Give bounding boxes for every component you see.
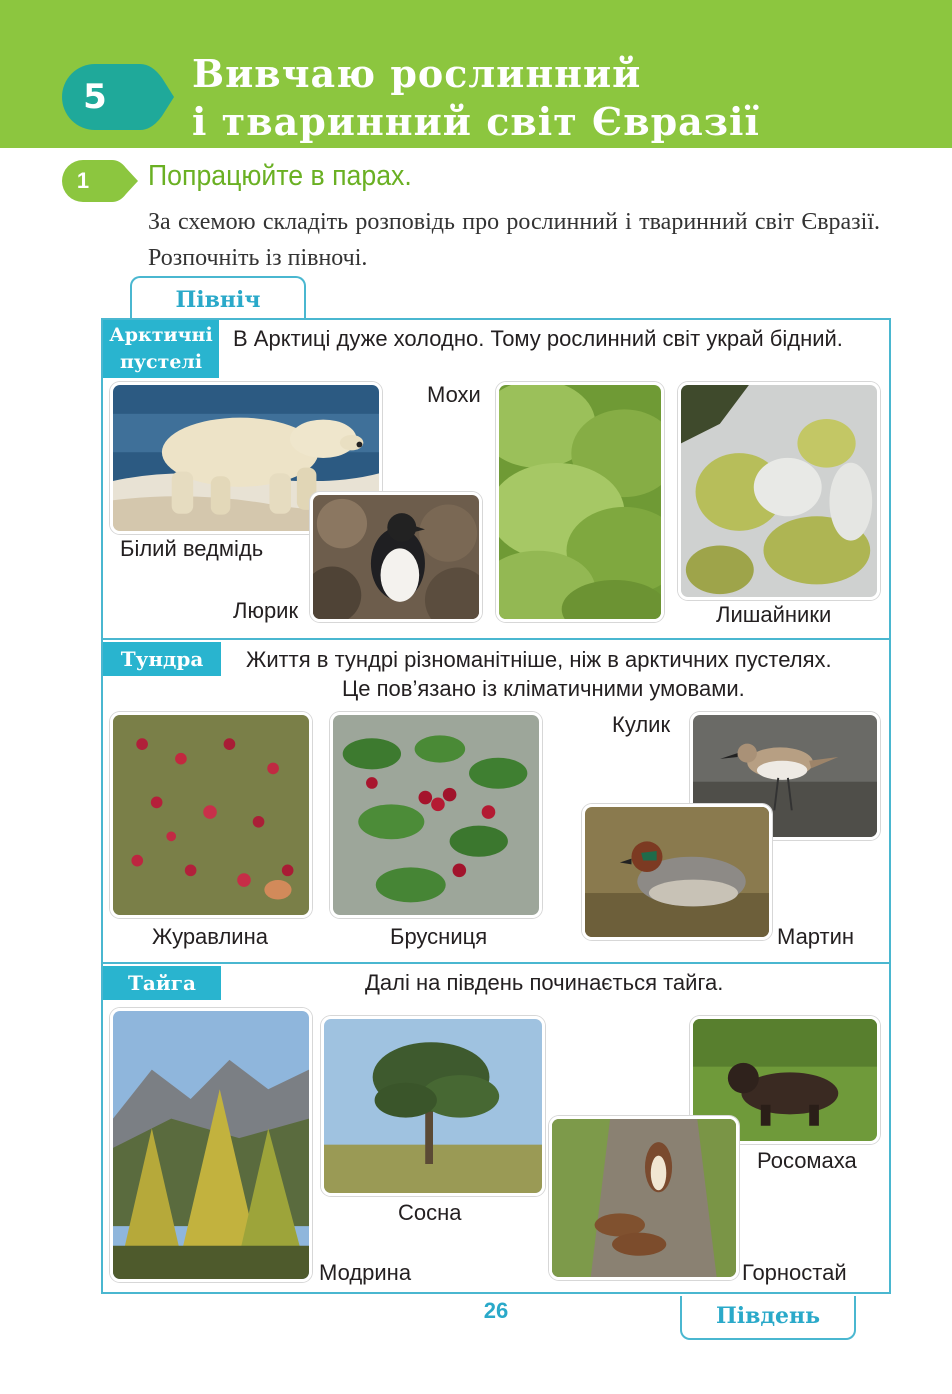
caption-pine: Сосна [398,1200,462,1225]
caption-sandpiper: Кулик [612,712,671,737]
lesson-title-line1: Вивчаю рослинний [192,51,642,96]
page-number: 26 [483,1298,509,1323]
caption-cranberry: Журавлина [152,924,268,949]
lesson-title [192,50,760,146]
zone-label-arctic [103,320,219,378]
lesson-number: 5 [83,77,107,117]
caption-teal: Мартин [777,924,855,949]
teal-duck-photo [582,804,772,940]
zone-label-arctic-line1: Арктичні [109,324,213,346]
auk-photo [310,492,482,622]
tundra-description-line1: Життя в тундрі різноманітніше, ніж в арктичних пустелях. [246,647,832,672]
lesson-header [0,0,952,148]
lichen-photo [678,382,880,600]
caption-lichen: Лишайники [716,602,832,627]
caption-moss: Мохи [427,382,481,407]
task-number-badge [62,160,138,202]
caption-auk: Люрик [233,598,299,623]
divider-tundra-taiga [101,962,891,964]
caption-larch: Модрина [319,1260,412,1285]
north-tab: Північ [130,276,306,320]
larch-photo [110,1008,312,1282]
south-tab: Південь [680,1296,856,1340]
lesson-number-badge [62,64,174,130]
divider-arctic-tundra [101,638,891,640]
caption-lingonberry: Брусниця [390,924,488,949]
cranberry-photo [110,712,312,918]
moss-photo [496,382,664,622]
caption-polar-bear: Білий ведмідь [120,536,264,561]
zone-label-tundra: Тундра [103,642,221,676]
task-number: 1 [76,168,90,193]
tundra-description-line2: Це пов’язано із кліматичними умовами. [342,676,745,701]
arctic-description: В Арктиці дуже холодно. Тому рослинний світ украй бідний. [233,326,843,351]
lesson-title-line2: і тваринний світ Євразії [192,99,760,144]
zone-label-taiga: Тайга [103,966,221,1000]
pine-photo [321,1016,545,1196]
stoat-photo [549,1116,739,1280]
taiga-description: Далі на південь починається тайга. [365,970,724,995]
lingonberry-photo [330,712,542,918]
task-instructions: За схемою складіть розповідь про рослинний і тваринний світ Євразії. Розпочніть із півночі. [148,209,880,271]
task-title: Попрацюйте в парах. [148,160,412,192]
caption-wolverine: Росомаха [757,1148,857,1173]
zone-label-arctic-line2: пустелі [119,351,203,373]
caption-stoat: Горностай [742,1260,847,1285]
